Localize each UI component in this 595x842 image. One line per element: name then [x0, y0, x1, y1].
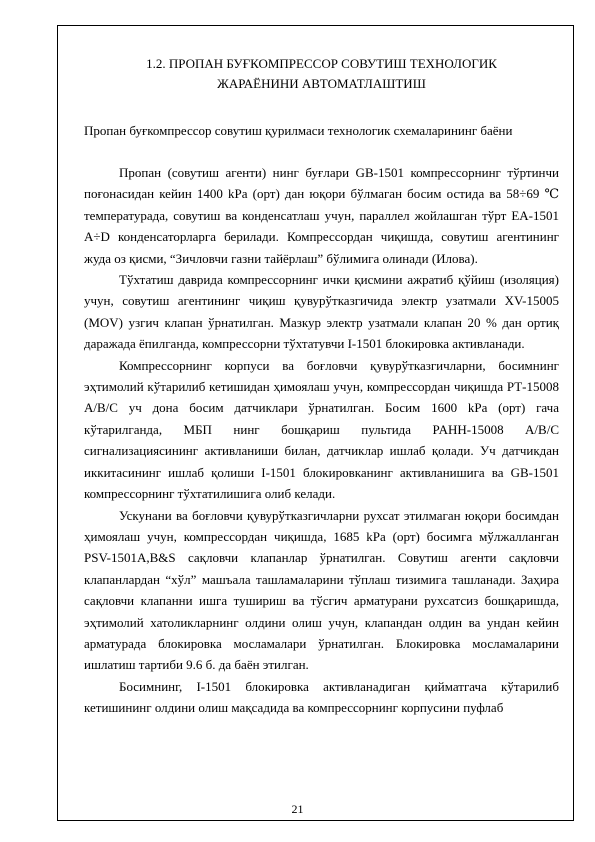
section-title-line-2: ЖАРАЁНИНИ АВТОМАТЛАШТИШ — [217, 76, 426, 91]
section-title — [84, 54, 559, 94]
paragraph-4: Ускунани ва боғловчи қувурўтказгичларни рухсат этилмаган юқори босимдан ҳимоялаш учун, компрессордан чиқишда, 1685 kPa (орт) босимга мўлжалланган PSV-1501А,В&S сақловчи клапанлар ўрнатилган. Совутиш агенти сақловчи клапанлардан “хўл” машъала ташламаларини тўплаш тизимига ташланади. Заҳира сақловчи клапанни ишга тушириш ва тўсгич арматурани рухсатсиз бошқаришда, эҳтимолий хатоликларнинг олдини олиш учун, клапандан олдин ва ундан кейин арматурада блокировка мосламалари ўрнатилган. Блокировка мосламаларини ишлатиш тартиби 9.6 б. да баён этилган. — [84, 507, 559, 673]
paragraph-2: Тўхтатиш даврида компрессорнинг ички қисмини ажратиб қўйиш (изоляция) учун, совутиш агентининг чиқиш қувурўтказгичида электр узатмали ХV-15005 (MOV) узгич клапан ўрнатилган. Мазкур электр узатмали клапан 20 % дан ортиқ даражада ёпилганда, компрессорни тўхтатувчи I-1501 блокировка активланади. — [84, 272, 559, 352]
paragraph-1: Пропан (совутиш агенти) нинг буғлари GB-1501 компрессорнинг тўртинчи поғонасидан кейин 1400 kPa (орт) дан юқори бўлмаган босим остида ва 58÷69 ℃ температурада, совутиш ва конденсатлаш учун, параллел жойлашган тўрт ЕА-1501 А÷D конденсаторларга берилади. Компрессордан чиқишда, совутиш агентининг жуда оз қисми, “Зичловчи газни тайёрлаш” бўлимига олинади (Илова). — [84, 165, 559, 266]
page-number: 21 — [291, 802, 304, 816]
paragraph-5: Босимнинг, I-1501 блокировка активланадиган қийматгача кўтарилиб кетишининг олдини олиш мақсадида ва компрессорнинг корпусини пуфлаб — [84, 678, 559, 716]
body-text — [84, 162, 559, 719]
paragraph-3: Компрессорнинг корпуси ва боғловчи қувурўтказгичларни, босимнинг эҳтимолий кўтарилиб кетишидан ҳимоялаш учун, компрессордан чиқишда РТ-15008 А/В/С уч дона босим датчиклари ўрнатилган. Босим 1600 kPa (орт) гача кўтарилганда, МБП нинг бошқариш пультида PAHH-15008 А/В/С сигнализациясининг активланиши билан, датчиклар ишлаб қолади. Уч датчикдан иккитасининг ишлаб қолиши I-1501 блокировканинг активланишига ва GB-1501 компрессорнинг тўхтатилишига олиб келади. — [84, 357, 559, 502]
section-title-line-1: 1.2. ПРОПАН БУҒКОМПРЕССОР СОВУТИШ ТЕХНОЛОГИК — [146, 56, 497, 71]
subsection-heading: Пропан буғкомпрессор совутиш қурилмаси технологик схемаларининг баёни — [84, 123, 513, 138]
